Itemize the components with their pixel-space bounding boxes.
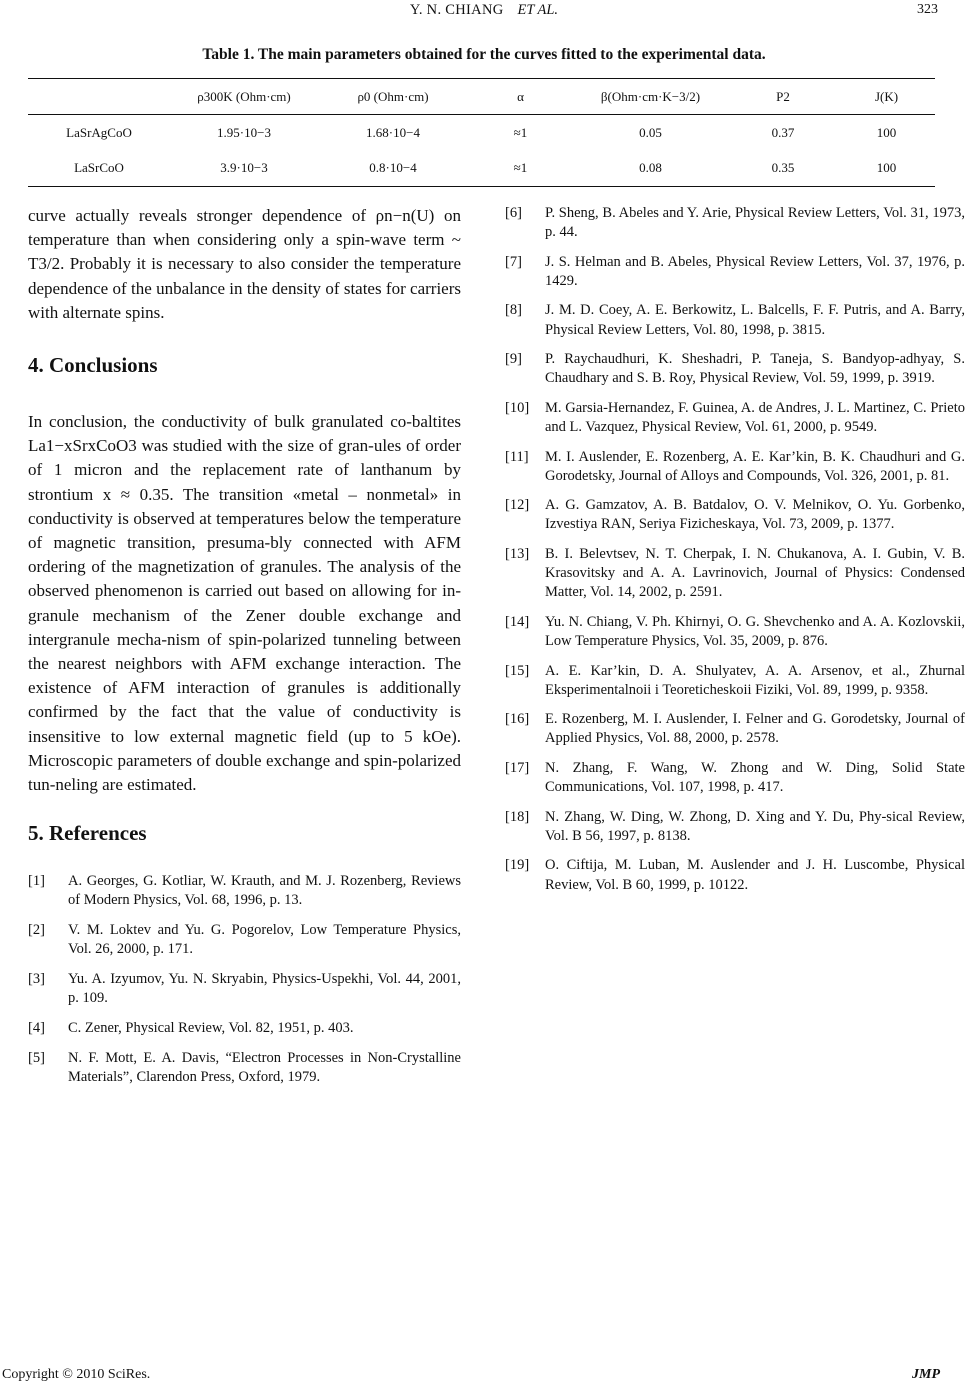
reference-item — [505, 710, 965, 748]
reference-text: A. E. Kar’kin, D. A. Shulyatev, A. A. Arsenov, et al., Zhurnal Eksperimentalnoii i Teoreticheskoii Fiziki, Vol. 89, 1999, p. 9358. — [545, 662, 965, 698]
parameters-table — [28, 78, 935, 187]
reference-item — [505, 662, 965, 700]
reference-number: [19] — [505, 857, 530, 874]
reference-text: N. Zhang, F. Wang, W. Zhong and W. Ding, Solid State Communications, Vol. 107, 1998, p. 417. — [545, 759, 965, 796]
journal-footer: JMP — [912, 1367, 940, 1382]
table-row — [28, 151, 935, 187]
reference-item — [505, 350, 965, 388]
reference-number: [9] — [505, 351, 522, 368]
reference-item — [505, 808, 965, 846]
header-cell-alpha: α — [517, 88, 524, 104]
table-header-row — [28, 79, 935, 115]
cell-alpha: ≈1 — [513, 160, 528, 176]
reference-number: [2] — [28, 922, 45, 939]
cell-beta: 0.05 — [639, 124, 662, 140]
reference-number: [3] — [28, 971, 45, 988]
reference-number: [11] — [505, 448, 529, 465]
reference-text: A. G. Gamzatov, A. B. Batdalov, O. V. Melnikov, O. Yu. Gorbenko, Izvestiya RAN, Seriya Fizicheskaya, Vol. 73, 2009, p. 1377. — [545, 497, 965, 533]
reference-item — [505, 301, 965, 339]
reference-text: Yu. A. Izyumov, Yu. N. Skryabin, Physics-Uspekhi, Vol. 44, 2001, p. 109. — [68, 971, 461, 1007]
cell-p2: 0.35 — [771, 160, 795, 176]
reference-item — [28, 1019, 461, 1038]
cell-j: 100 — [876, 160, 897, 176]
reference-number: [14] — [505, 613, 530, 630]
reference-text: A. Georges, G. Kotliar, W. Krauth, and M. J. Rozenberg, Reviews of Modern Physics, Vol. 68, 1996, p. 13. — [68, 873, 461, 909]
reference-item — [505, 253, 965, 291]
cell-sample: LaSrAgCoO — [66, 124, 132, 140]
header-cell-rho300: ρ300K (Ohm·cm) — [197, 88, 291, 104]
reference-number: [13] — [505, 545, 530, 562]
header-cell-p2: P2 — [776, 88, 790, 104]
cell-p2: 0.37 — [771, 124, 795, 140]
reference-item — [505, 545, 965, 603]
reference-number: [8] — [505, 302, 522, 319]
reference-text: P. Raychaudhuri, K. Sheshadri, P. Taneja, S. Bandyop-adhyay, S. Chaudhary and S. B. Roy, Physical Review, Vol. 59, 1999, p. 3919. — [545, 351, 965, 387]
reference-text: M. Garsia-Hernandez, F. Guinea, A. de Andres, J. L. Martinez, C. Prieto and L. Vazquez, Physical Review, Vol. 61, 2000, p. 9549. — [545, 399, 965, 436]
copyright-footer: Copyright © 2010 SciRes. — [2, 1367, 151, 1382]
reference-text: M. I. Auslender, E. Rozenberg, A. E. Kar’kin, B. K. Chaudhuri and G. Gorodetsky, Journal of Alloys and Compounds, Vol. 326, 2001, p. 81. — [545, 448, 965, 484]
header-cell-sample — [28, 79, 170, 115]
reference-number: [6] — [505, 205, 522, 221]
reference-item — [28, 872, 461, 910]
reference-text: Yu. N. Chiang, V. Ph. Khirnyi, O. G. Shevchenko and A. A. Kozlovskii, Low Temperature Physics, Vol. 35, 2009, p. 876. — [545, 613, 965, 650]
reference-number: [17] — [505, 759, 530, 776]
header-cell-j: J(K) — [874, 88, 899, 104]
reference-text: P. Sheng, B. Abeles and Y. Arie, Physical Review Letters, Vol. 31, 1973, p. 44. — [545, 205, 965, 241]
reference-item — [505, 204, 965, 242]
right-column — [505, 204, 965, 905]
references-list-left — [28, 872, 461, 1087]
reference-text: V. M. Loktev and Yu. G. Pogorelov, Low Temperature Physics, Vol. 26, 2000, p. 171. — [68, 922, 461, 958]
reference-text: J. S. Helman and B. Abeles, Physical Review Letters, Vol. 37, 1976, p. 1429. — [545, 253, 965, 289]
reference-item — [505, 399, 965, 437]
conclusions-paragraph: In conclusion, the conductivity of bulk granulated co-baltites La1−xSrxCoO3 was studied with the size of gran-ules of order of 1 micron and the replacement rate of lanthanum by strontium x ≈ 0.35. The transition «metal – nonmetal» in conductivity is observed at temperatures below the temperature of magnetic transition, presuma-bly connected with AFM ordering of the magnetization of granules. The analysis of the observed phenomenon is carried out based on allowing for in-granule mechanism of the Zener double exchange and intergranule mecha-nism of spin-polarized tunneling between the nearest neighbors with AFM exchange interaction. The existence of AFM interaction of granules is additionally confirmed by the fact that the value of conductivity is insensitive to low external magnetic field (up to 5 kOe). Microscopic parameters of double exchange and spin-polarized tun-neling are estimated. — [28, 412, 461, 795]
reference-number: [1] — [28, 873, 45, 890]
header-author: Y. N. CHIANG — [409, 2, 504, 18]
conclusions-heading: 4. Conclusions — [28, 353, 158, 378]
reference-number: [7] — [505, 253, 522, 270]
reference-item — [505, 613, 965, 651]
table-row — [28, 115, 935, 151]
page-number: 323 — [917, 2, 938, 17]
header-cell-rho0: ρ0 (Ohm·cm) — [357, 88, 429, 104]
cell-beta: 0.08 — [639, 160, 662, 176]
references-list-right — [505, 204, 965, 895]
reference-number: [4] — [28, 1019, 45, 1036]
header-etal: ET AL. — [517, 2, 559, 18]
reference-number: [15] — [505, 662, 530, 679]
reference-number: [16] — [505, 711, 530, 728]
cell-rho300: 3.9·10−3 — [220, 160, 268, 176]
reference-text: N. F. Mott, E. A. Davis, “Electron Processes in Non-Crystalline Materials”, Clarendon Press, Oxford, 1979. — [68, 1049, 461, 1085]
reference-item — [505, 856, 965, 894]
intro-paragraph: curve actually reveals stronger dependence of ρn−n(U) on temperature than when considering only a spin-wave term ~ T3/2. Probably it is necessary to also consider the temperature dependence of the unbalance in the density of states for carriers with alternate spins. — [28, 206, 461, 322]
cell-rho300: 1.95·10−3 — [217, 124, 271, 140]
table-caption: Table 1. The main parameters obtained for the curves fitted to the experimental data. — [202, 46, 766, 63]
reference-number: [5] — [28, 1049, 45, 1066]
reference-number: [10] — [505, 399, 530, 416]
reference-text: E. Rozenberg, M. I. Auslender, I. Felner and G. Gorodetsky, Journal of Applied Physics, Vol. 88, 2000, p. 2578. — [545, 711, 965, 747]
cell-j: 100 — [876, 124, 897, 140]
cell-alpha: ≈1 — [513, 124, 528, 140]
left-column — [28, 204, 461, 1098]
reference-number: [18] — [505, 808, 530, 825]
reference-item — [505, 759, 965, 797]
header-cell-beta: β(Ohm·cm·K−3/2) — [600, 88, 701, 104]
reference-item — [28, 1049, 461, 1087]
reference-item — [28, 921, 461, 959]
cell-rho0: 1.68·10−4 — [366, 124, 420, 140]
running-header — [0, 2, 968, 19]
reference-item — [505, 448, 965, 486]
references-heading: 5. References — [28, 821, 147, 846]
reference-text: N. Zhang, W. Ding, W. Zhong, D. Xing and Y. Du, Phy-sical Review, Vol. B 56, 1997, p. 8138. — [545, 808, 965, 844]
reference-item — [28, 970, 461, 1008]
cell-rho0: 0.8·10−4 — [369, 160, 417, 176]
reference-text: J. M. D. Coey, A. E. Berkowitz, L. Balcells, F. F. Putris, and A. Barry, Physical Review Letters, Vol. 80, 1998, p. 3815. — [545, 302, 965, 338]
reference-item — [505, 496, 965, 534]
reference-text: O. Ciftija, M. Luban, M. Auslender and J. H. Luscombe, Physical Review, Vol. B 60, 1999, p. 10122. — [545, 857, 965, 893]
reference-number: [12] — [505, 497, 530, 514]
cell-sample: LaSrCoO — [74, 160, 124, 176]
reference-text: C. Zener, Physical Review, Vol. 82, 1951, p. 403. — [68, 1019, 354, 1036]
reference-text: B. I. Belevtsev, N. T. Cherpak, I. N. Chukanova, A. I. Gubin, V. B. Krasovitsky and A. A. Lavrinovich, Journal of Physics: Condensed Matter, Vol. 14, 2002, p. 2591. — [545, 545, 965, 601]
